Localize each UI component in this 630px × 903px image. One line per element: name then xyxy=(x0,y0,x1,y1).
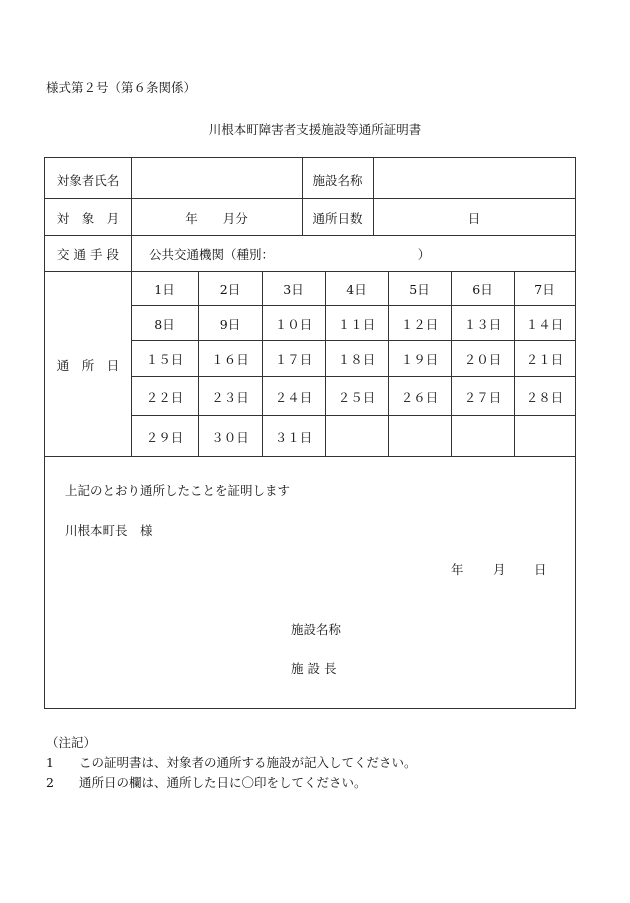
note-item: 1 この証明書は、対象者の通所する施設が記入してください。 xyxy=(46,755,417,770)
transport-label: 交 通 手 段 xyxy=(57,247,119,262)
document-title: 川根本町障害者支援施設等通所証明書 xyxy=(208,122,422,137)
name-field[interactable] xyxy=(131,166,302,192)
attendance-days-field[interactable]: 日 xyxy=(467,211,481,226)
day-cell[interactable] xyxy=(451,428,514,444)
day-cell[interactable]: ２０日 xyxy=(463,352,502,367)
day-cell[interactable]: 6日 xyxy=(472,282,493,297)
day-cell[interactable]: ３１日 xyxy=(274,429,313,445)
day-cell[interactable]: ２８日 xyxy=(525,389,564,405)
facility-label: 施設名称 xyxy=(312,173,363,188)
day-cell[interactable]: １４日 xyxy=(525,316,564,332)
date-year-label: 年 xyxy=(451,562,464,577)
day-cell[interactable]: ２１日 xyxy=(525,352,564,367)
day-cell[interactable] xyxy=(325,428,388,444)
attendance-days-label: 通所日数 xyxy=(312,211,363,226)
day-cell[interactable]: ２４日 xyxy=(274,389,313,405)
target-month-field[interactable]: 年 月分 xyxy=(185,211,248,226)
day-cell[interactable]: 8日 xyxy=(154,316,175,332)
day-cell[interactable]: １５日 xyxy=(145,352,184,367)
day-cell[interactable]: ２３日 xyxy=(211,389,249,405)
day-cell[interactable]: 4日 xyxy=(346,282,367,297)
attendance-label: 通 所 日 xyxy=(56,358,120,373)
date-month-label: 月 xyxy=(493,562,506,577)
day-cell[interactable]: 9日 xyxy=(219,316,241,332)
day-cell[interactable]: ３０日 xyxy=(211,429,249,445)
day-cell[interactable]: ２６日 xyxy=(400,389,439,405)
day-cell[interactable]: １７日 xyxy=(274,352,313,367)
day-cell[interactable] xyxy=(514,428,575,444)
day-cell[interactable]: １６日 xyxy=(211,352,249,367)
day-cell[interactable]: 1日 xyxy=(154,282,175,297)
facility-field[interactable] xyxy=(373,166,575,192)
certification-statement: 上記のとおり通所したことを証明します xyxy=(65,483,291,498)
certificate-form xyxy=(44,157,576,709)
day-cell[interactable]: ２９日 xyxy=(145,429,184,445)
transport-field[interactable]: 公共交通機関（種別： ） xyxy=(149,247,431,262)
day-cell[interactable]: 2日 xyxy=(219,282,241,297)
day-cell[interactable]: １３日 xyxy=(463,316,502,332)
day-cell[interactable]: 3日 xyxy=(283,282,304,297)
form-number-label: 様式第２号（第６条関係） xyxy=(46,80,197,95)
facility-name-signature-label: 施設名称 xyxy=(291,622,342,637)
day-cell[interactable]: ２７日 xyxy=(463,389,502,405)
note-item: 2 通所日の欄は、通所した日に〇印をしてください。 xyxy=(46,775,367,790)
date-day-label: 日 xyxy=(534,562,547,577)
day-cell[interactable]: １０日 xyxy=(274,316,313,332)
director-signature-label: 施 設 長 xyxy=(291,661,337,676)
day-cell[interactable]: ２２日 xyxy=(145,389,184,405)
day-cell[interactable]: １９日 xyxy=(400,352,439,367)
day-cell[interactable] xyxy=(388,428,451,444)
day-cell[interactable]: 5日 xyxy=(409,282,430,297)
name-label: 対象者氏名 xyxy=(56,173,120,188)
day-cell[interactable]: 7日 xyxy=(534,282,555,297)
day-cell[interactable]: １８日 xyxy=(337,352,376,367)
day-cell[interactable]: １１日 xyxy=(337,316,376,332)
day-cell[interactable]: １２日 xyxy=(400,316,439,332)
notes-heading: （注記） xyxy=(46,735,97,750)
addressee: 川根本町長 様 xyxy=(65,523,153,538)
day-cell[interactable]: ２５日 xyxy=(337,389,376,405)
target-month-label: 対 象 月 xyxy=(56,211,120,226)
